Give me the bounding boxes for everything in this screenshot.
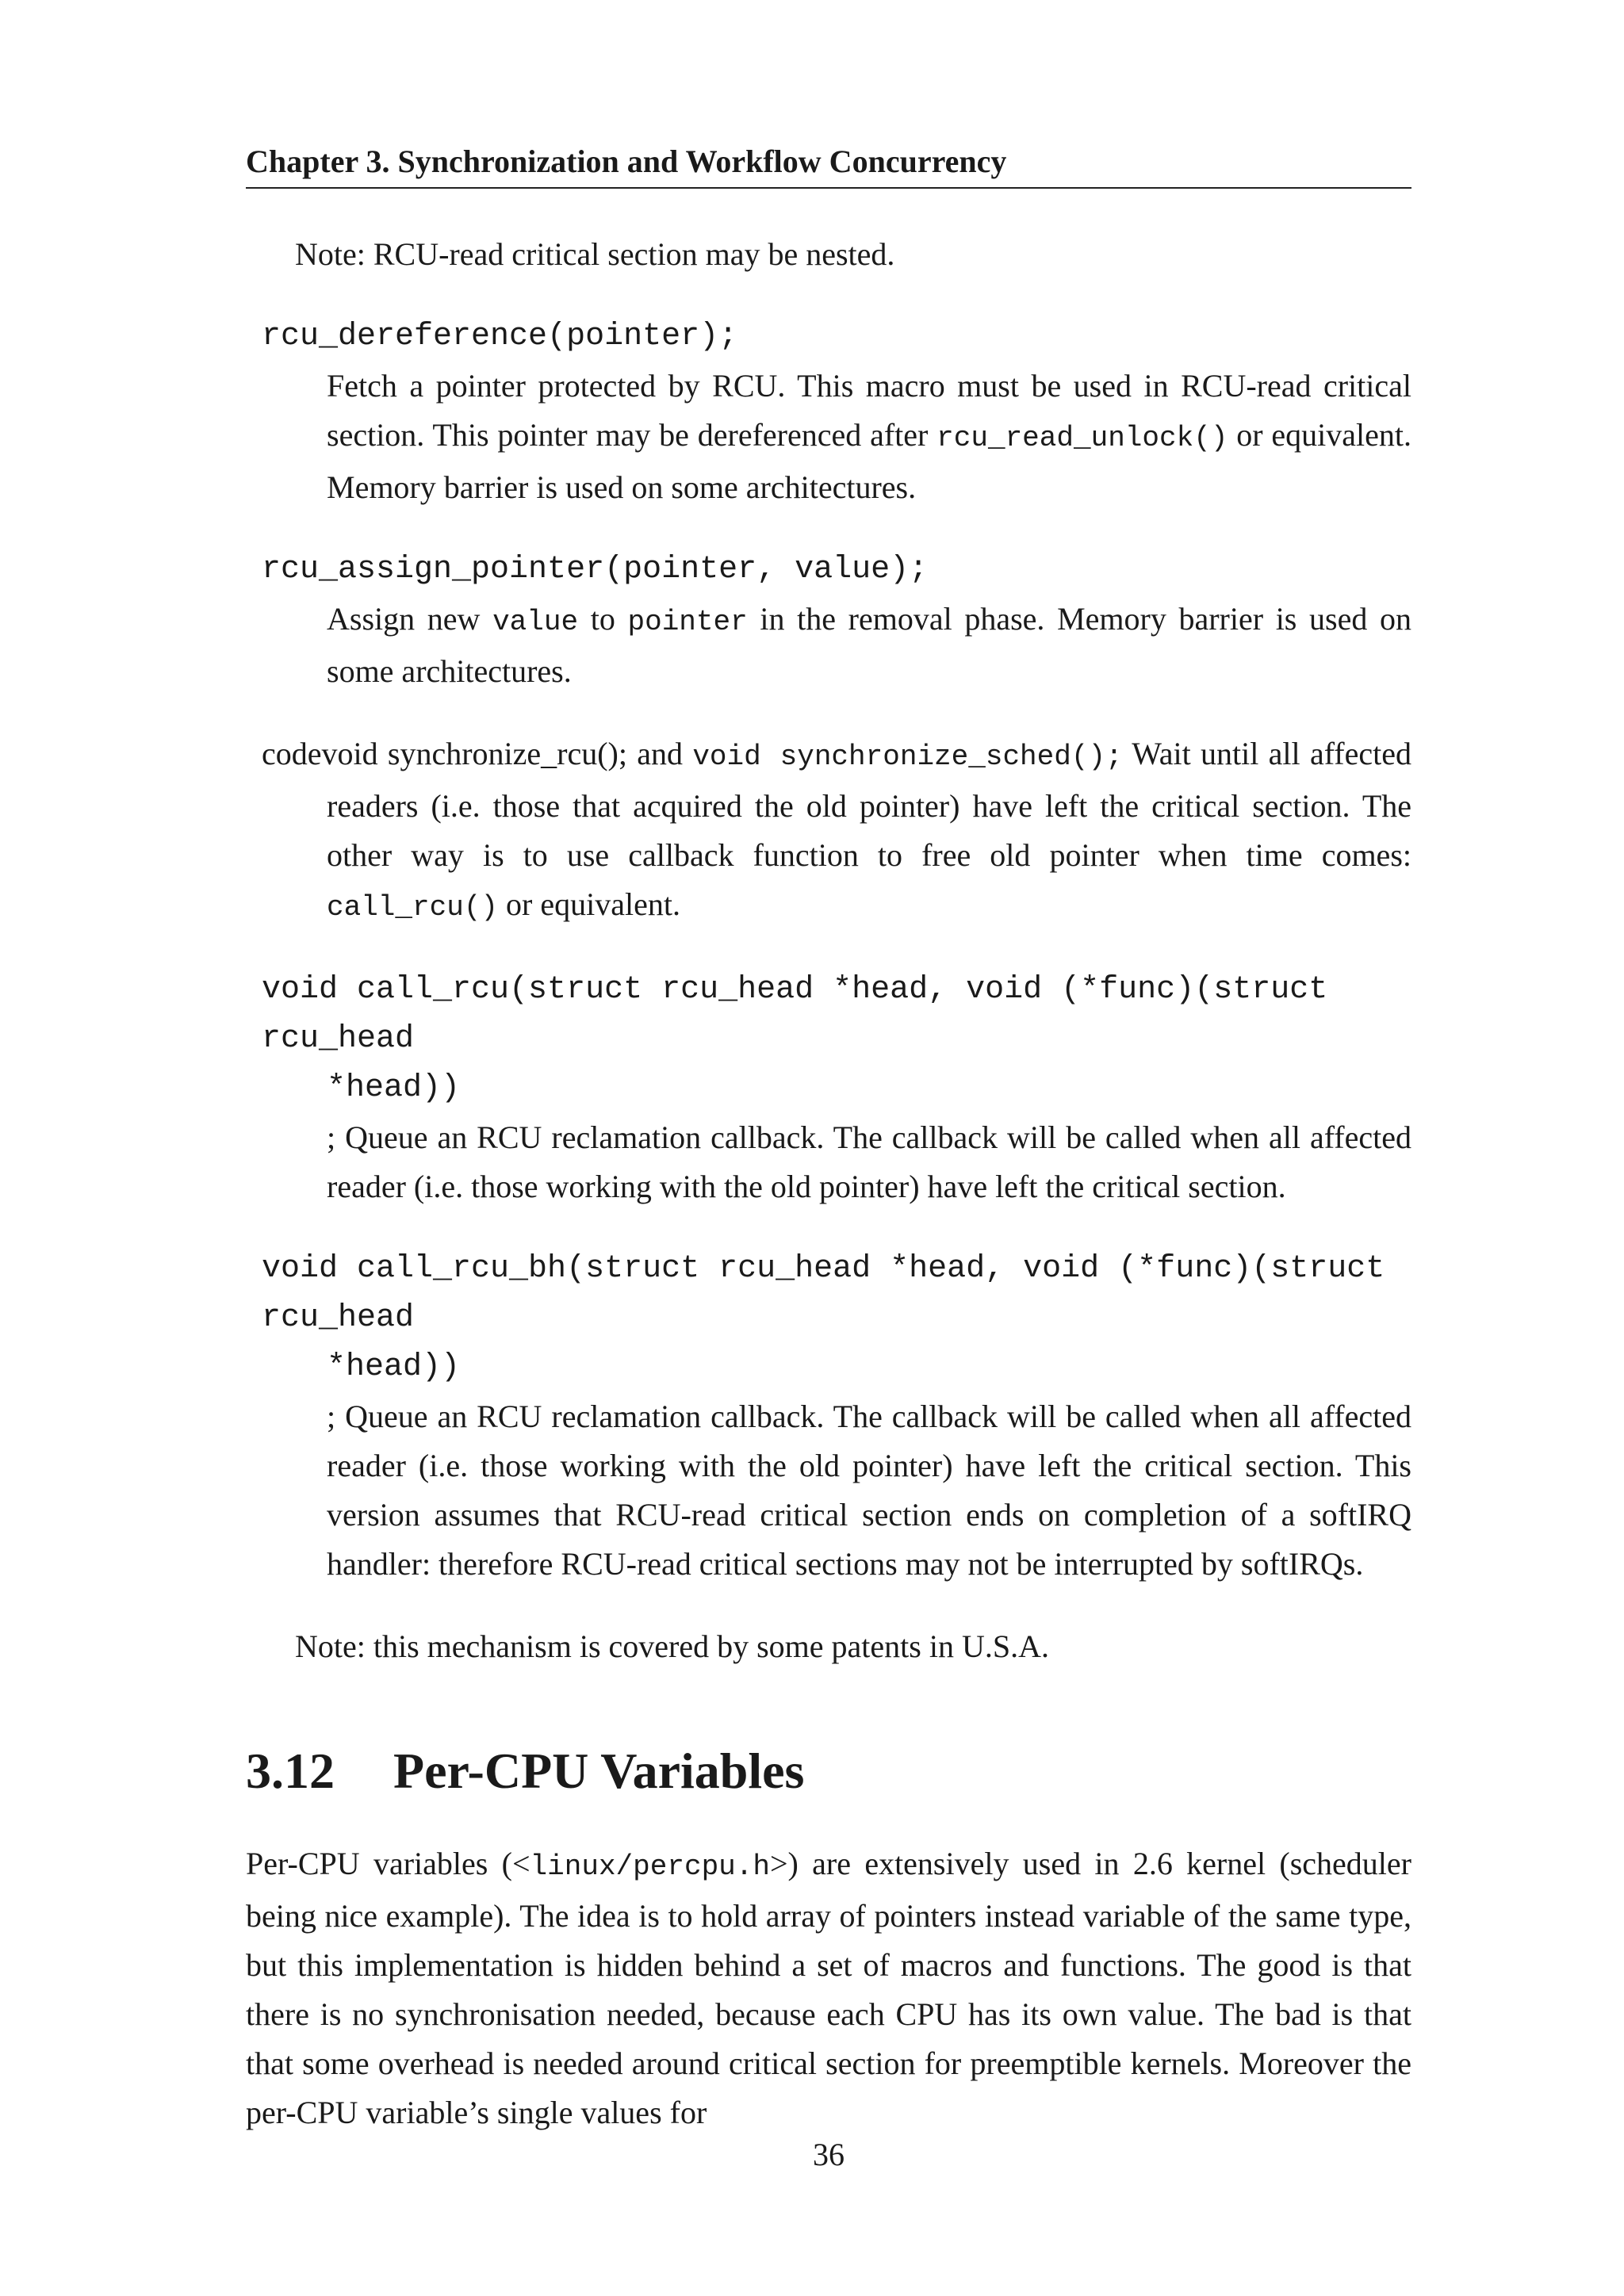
inline-code: linux/percpu.h [530,1850,770,1883]
desc-text: to [578,601,628,637]
inline-code: call_rcu() [327,891,499,924]
inline-code: value [492,606,579,638]
note-nested: Note: RCU-read critical section may be nested. [295,236,895,272]
entry-signature: rcu_dereference(pointer); [262,319,738,354]
document-page [246,0,1411,2296]
inline-code: pointer [627,606,748,638]
entry-description [246,729,1411,932]
desc-text: Fetch a pointer protected by RCU. This macro must be used in RCU-read critical section. This pointer may be dereferenced after [327,368,1411,453]
inline-code: rcu_read_unlock() [936,422,1228,454]
section-paragraph [246,1839,1411,2137]
desc-text: Assign new [327,601,493,637]
entry-description: ; Queue an RCU reclamation callback. The callback will be called when all affected reader (i.e. those working with the old pointer) have left the critical section. [327,1119,1411,1204]
entry-signature: void call_rcu(struct rcu_head *head, void (*func)(struct rcu_head [262,972,1328,1057]
entry-description [246,362,1411,512]
entry-signature: void call_rcu_bh(struct rcu_head *head, void (*func)(struct rcu_head [262,1251,1385,1336]
entry-description [246,595,1411,696]
page-number: 36 [813,2137,845,2172]
entry-signature: rcu_assign_pointer(pointer, value); [262,552,929,587]
entry-call-rcu-bh [246,1245,1411,1589]
entry-rcu-assign-pointer [246,545,1411,696]
desc-text: or equivalent. Memory barrier is used on some architectures. [327,417,1411,505]
section-number: 3.12 [246,1743,335,1799]
section-heading [246,1739,1411,1803]
section-title: Per-CPU Variables [393,1743,805,1799]
para-text: >) are extensively used in 2.6 kernel (scheduler being nice example). The idea is to hold array of pointers instead variable of the same type, but this implementation is hidden behind a set of macros and functions. The good is that there is no synchronisation needed, because each CPU has its own value. The bad is that that some overhead is needed around critical section for preemptible kernels. Moreover the per-CPU variable’s single values for [246,1846,1411,2130]
entry-synchronize [246,729,1411,932]
para-text: Per-CPU variables (< [246,1846,530,1881]
desc-text: codevoid synchronize_rcu(); and [262,736,693,771]
desc-text: in the removal phase. Memory barrier is used on some architectures. [327,601,1411,689]
entry-description: ; Queue an RCU reclamation callback. The callback will be called when all affected reader (i.e. those working with the old pointer) have left the critical section. This version assumes that RCU-read critical section ends on completion of a softIRQ handler: therefore RCU-read critical sections may not be interrupted by softIRQs. [327,1399,1411,1582]
note-patents: Note: this mechanism is covered by some patents in U.S.A. [295,1628,1049,1664]
desc-text: or equivalent. [498,886,680,922]
body-text [246,230,1411,2137]
desc-text: Wait until all affected readers (i.e. those that acquired the old pointer) have left the critical section. The other way is to use callback function to free old pointer when time comes: [327,736,1411,873]
inline-code: void synchronize_sched(); [692,740,1123,773]
header-rule [246,187,1411,189]
entry-rcu-dereference [246,312,1411,512]
entry-signature-continued: *head)) [327,1070,461,1106]
running-header: Chapter 3. Synchronization and Workflow Concurrency [246,144,1007,179]
entry-signature-continued: *head)) [327,1349,461,1385]
entry-call-rcu [246,966,1411,1211]
